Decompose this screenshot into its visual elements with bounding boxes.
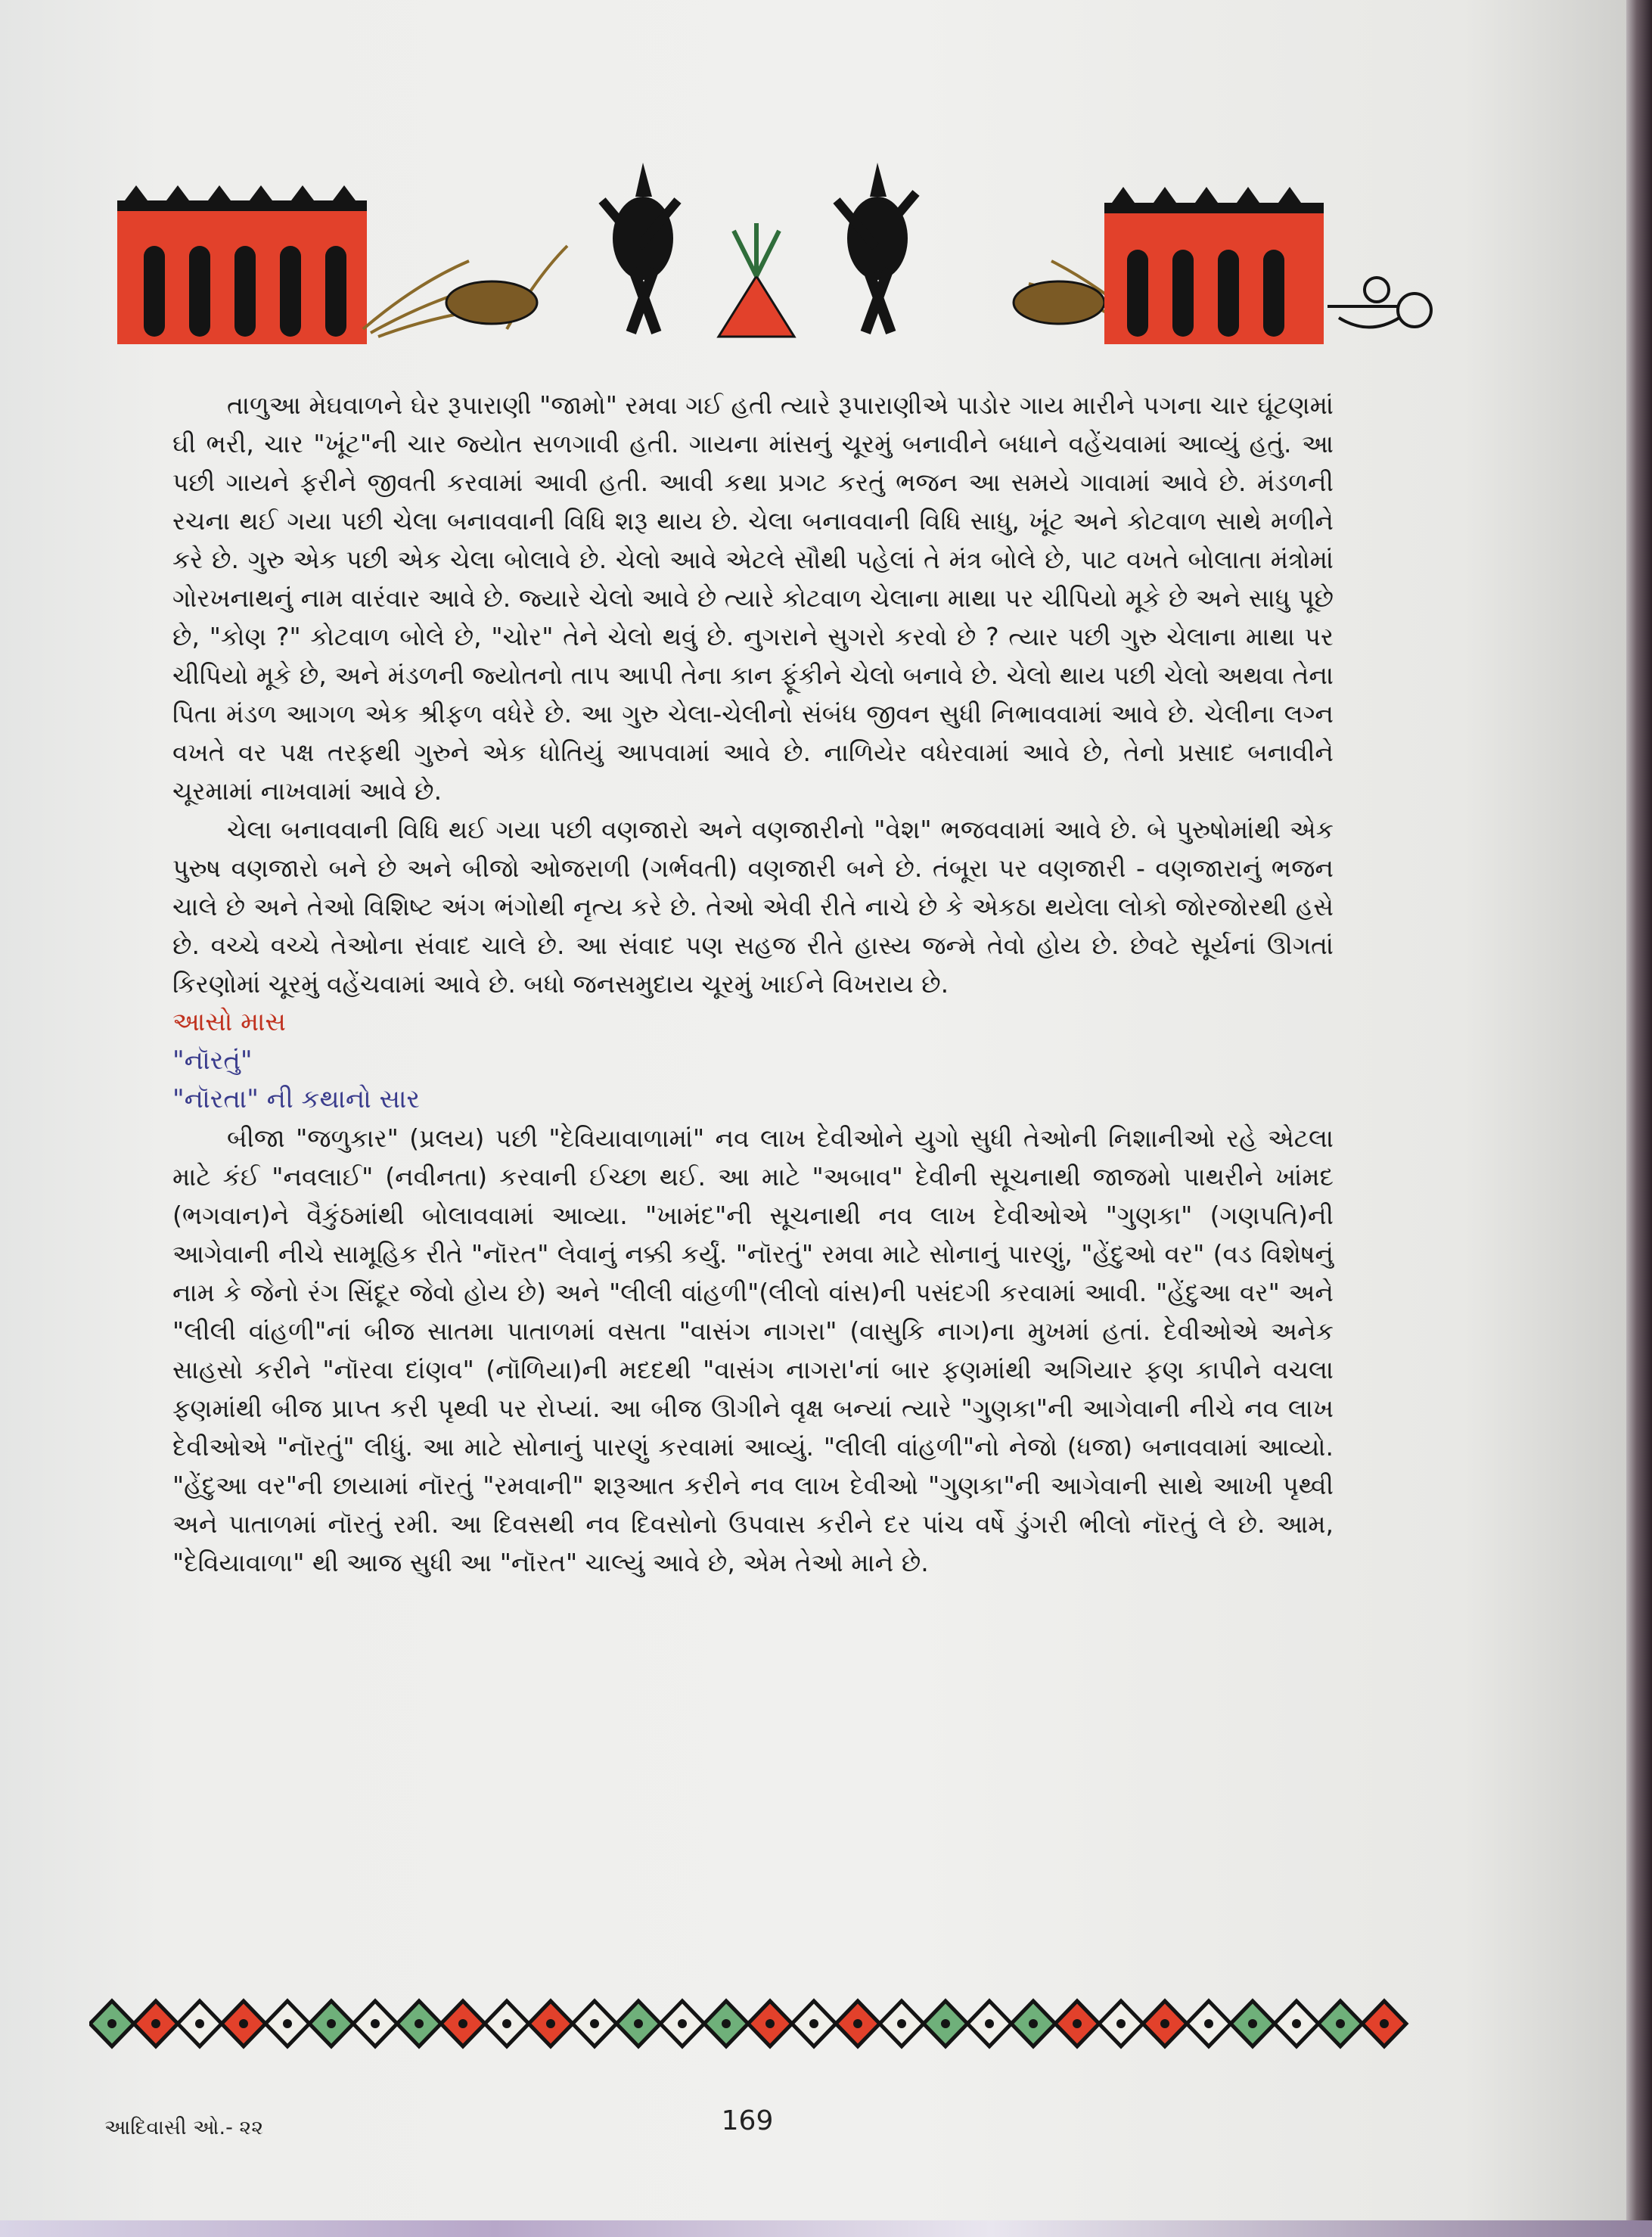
border-diamond-dot bbox=[502, 2019, 511, 2028]
border-diamond-dot bbox=[809, 2019, 818, 2028]
border-diamond-dot bbox=[327, 2019, 336, 2028]
right-red-houses bbox=[1104, 187, 1324, 344]
border-diamond-dot bbox=[415, 2019, 424, 2028]
border-diamond-dot bbox=[546, 2019, 555, 2028]
border-diamond-dot bbox=[1073, 2019, 1082, 2028]
border-diamond-dot bbox=[195, 2019, 204, 2028]
page-bottom-edge bbox=[0, 2220, 1652, 2237]
border-diamond-dot bbox=[1336, 2019, 1345, 2028]
border-diamond-dot bbox=[107, 2019, 116, 2028]
page-number: 169 bbox=[721, 2105, 774, 2136]
body-text bbox=[172, 386, 1334, 1582]
border-diamond-dot bbox=[678, 2019, 687, 2028]
border-diamond-dot bbox=[634, 2019, 643, 2028]
border-diamond-dot bbox=[1248, 2019, 1257, 2028]
border-diamond-dot bbox=[371, 2019, 380, 2028]
border-diamond-dot bbox=[1116, 2019, 1126, 2028]
heading-story-summary: "નૉરતા" ની કથાનો સાર bbox=[172, 1084, 420, 1114]
tribal-illustration-header bbox=[113, 155, 1445, 353]
border-diamond-dot bbox=[458, 2019, 467, 2028]
border-diamond-dot bbox=[239, 2019, 248, 2028]
border-diamond-dot bbox=[283, 2019, 292, 2028]
heading-month: આસો માસ bbox=[172, 1007, 286, 1037]
paragraph-2: ચેલા બનાવવાની વિધિ થઈ ગયા પછી વણજારો અને વણજારીનો "વેશ" ભજવવામાં આવે છે. બે પુરુષોમાંથી એક પુરુષ વણજારો બને છે અને બીજો ઓજરાળી (ગર્ભવતી) વણજારી બને છે. તંબૂરા પર વણજારી - વણજારાનું ભજન ચાલે છે અને તેઓ વિશિષ્ટ અંગ ભંગોથી નૃત્ય કરે છે. તેઓ એવી રીતે નાચે છે કે એકઠા થયેલા લોકો જોરજોરથી હસે છે. વચ્ચે વચ્ચે તેઓના સંવાદ ચાલે છે. આ સંવાદ પણ સહજ રીતે હાસ્ય જન્મે તેવો હોય છે. છેવટે સૂર્યનાં ઊગતાં કિરણોમાં ચૂરમું વહેંચવામાં આવે છે. બધો જનસમુદાય ચૂરમું ખાઈને વિખરાય છે. bbox=[172, 815, 1334, 999]
border-diamond-dot bbox=[1292, 2019, 1301, 2028]
footer-label: આદિવાસી ઓ.- ૨૨ bbox=[104, 2116, 264, 2139]
border-diamond-dot bbox=[1380, 2019, 1389, 2028]
book-spine-edge bbox=[1626, 0, 1652, 2237]
scroll-ornament bbox=[1328, 278, 1431, 328]
border-diamond-dot bbox=[765, 2019, 775, 2028]
border-diamond-dot bbox=[1029, 2019, 1038, 2028]
border-diamond-dot bbox=[151, 2019, 160, 2028]
border-diamond-dot bbox=[985, 2019, 994, 2028]
left-red-houses bbox=[117, 185, 367, 344]
paragraph-1: તાળુઆ મેઘવાળને ઘેર રૂપારાણી "જામો" રમવા ગઈ હતી ત્યારે રૂપારાણીએ પાડોર ગાય મારીને પગના ચાર ઘૂંટણમાં ઘી ભરી, ચાર "ખૂંટ"ની ચાર જ્યોત સળગાવી હતી. ગાયના માંસનું ચૂરમું બનાવીને બધાને વહેંચવામાં આવ્યું હતું. આ પછી ગાયને ફરીને જીવતી કરવામાં આવી હતી. આવી કથા પ્રગટ કરતું ભજન આ સમયે ગાવામાં આવે છે. મંડળની રચના થઈ ગયા પછી ચેલા બનાવવાની વિધિ શરૂ થાય છે. ચેલા બનાવવાની વિધિ સાધુ, ખૂંટ અને કોટવાળ સાથે મળીને કરે છે. ગુરુ એક પછી એક ચેલા બોલાવે છે. ચેલો આવે એટલે સૌથી પહેલાં તે મંત્ર બોલે છે, પાટ વખતે બોલાતા મંત્રોમાં ગોરખનાથનું નામ વારંવાર આવે છે. જ્યારે ચેલો આવે છે ત્યારે કોટવાળ ચેલાના માથા પર ચીપિયો મૂકે છે અને સાધુ પૂછે છે, "કોણ ?" કોટવાળ બોલે છે, "ચોર" તેને ચેલો થવું છે. નુગરાને સુગરો કરવો છે ? ત્યાર પછી ગુરુ ચેલાના માથા પર ચીપિયો મૂકે છે, અને મંડળની જ્યોતનો તાપ આપી તેના કાન ફૂંકીને ચેલો બનાવે છે. ચેલો થાય પછી ચેલો અથવા તેના પિતા મંડળ આગળ એક શ્રીફળ વધેરે છે. આ ગુરુ ચેલા-ચેલીનો સંબંધ જીવન સુધી નિભાવવામાં આવે છે. ચેલીના લગ્ન વખતે વર પક્ષ તરફથી ગુરુને એક ધોતિયું આપવામાં આવે છે. નાળિયેર વધેરવામાં આવે છે, તેનો પ્રસાદ બનાવીને ચૂરમામાં નાખવામાં આવે છે. bbox=[172, 390, 1334, 806]
border-diamond-dot bbox=[853, 2019, 862, 2028]
heading-festival: "નૉરતું" bbox=[172, 1045, 253, 1076]
border-diamond-dot bbox=[722, 2019, 731, 2028]
border-diamond-dot bbox=[590, 2019, 599, 2028]
paragraph-story: બીજા "જળુકાર" (પ્રલય) પછી "દેવિયાવાળામાં" નવ લાખ દેવીઓને યુગો સુધી તેઓની નિશાનીઓ રહે એટલા માટે કંઈ "નવલાઈ" (નવીનતા) કરવાની ઈચ્છા થઈ. આ માટે "અબાવ" દેવીની સૂચનાથી જાજમો પાથરીને ખાંમદ (ભગવાન)ને વૈકુંઠમાંથી બોલાવવામાં આવ્યા. "ખામંદ"ની સૂચનાથી નવ લાખ દેવીઓએ "ગુણકા" (ગણપતિ)ની આગેવાની નીચે સામૂહિક રીતે "નૉરત" લેવાનું નક્કી કર્યું. "નૉરતું" રમવા માટે સોનાનું પારણું, "હેંદુઓ વર" (વડ વિશેષનું નામ કે જેનો રંગ સિંદૂર જેવો હોય છે) અને "લીલી વાંહળી"(લીલો વાંસ)ની પસંદગી કરવામાં આવી. "હેંદુઆ વર" અને "લીલી વાંહળી"નાં બીજ સાતમા પાતાળમાં વસતા "વાસંગ નાગરા" (વાસુકિ નાગ)ના મુખમાં હતાં. દેવીઓએ અનેક સાહસો કરીને "નૉરવા દાંણવ" (નૉળિયા)ની મદદથી "વાસંગ નાગરા'નાં બાર ફણમાંથી અગિયાર ફણ કાપીને વચલા ફણમાંથી બીજ પ્રાપ્ત કરી પૃથ્વી પર રોપ્યાં. આ બીજ ઊગીને વૃક્ષ બન્યાં ત્યારે "ગુણકા"ની આગેવાની નીચે નવ લાખ દેવીઓએ "નૉરતું" લીધું. આ માટે સોનાનું પારણું કરવામાં આવ્યું. "લીલી વાંહળી"નો નેજો (ધજા) બનાવવામાં આવ્યો. "હેંદુઆ વર"ની છાયામાં નૉરતું "રમવાની" શરૂઆત કરીને નવ લાખ દેવીઓ "ગુણકા"ની આગેવાની સાથે આખી પૃથ્વી અને પાતાળમાં નૉરતું રમી. આ દિવસથી નવ દિવસોનો ઉપવાસ કરીને દર પાંચ વર્ષે ડુંગરી ભીલો નૉરતું લે છે. આમ, "દેવિયાવાળા" થી આજ સુધી આ "નૉરત" ચાલ્યું આવે છે, એમ તેઓ માને છે. bbox=[172, 1123, 1334, 1577]
border-diamond-dot bbox=[1204, 2019, 1213, 2028]
border-diamond-dot bbox=[897, 2019, 906, 2028]
border-diamond-dot bbox=[941, 2019, 950, 2028]
diamond-border-footer bbox=[89, 1990, 1451, 2058]
central-plant bbox=[719, 223, 794, 337]
border-diamond-dot bbox=[1160, 2019, 1169, 2028]
